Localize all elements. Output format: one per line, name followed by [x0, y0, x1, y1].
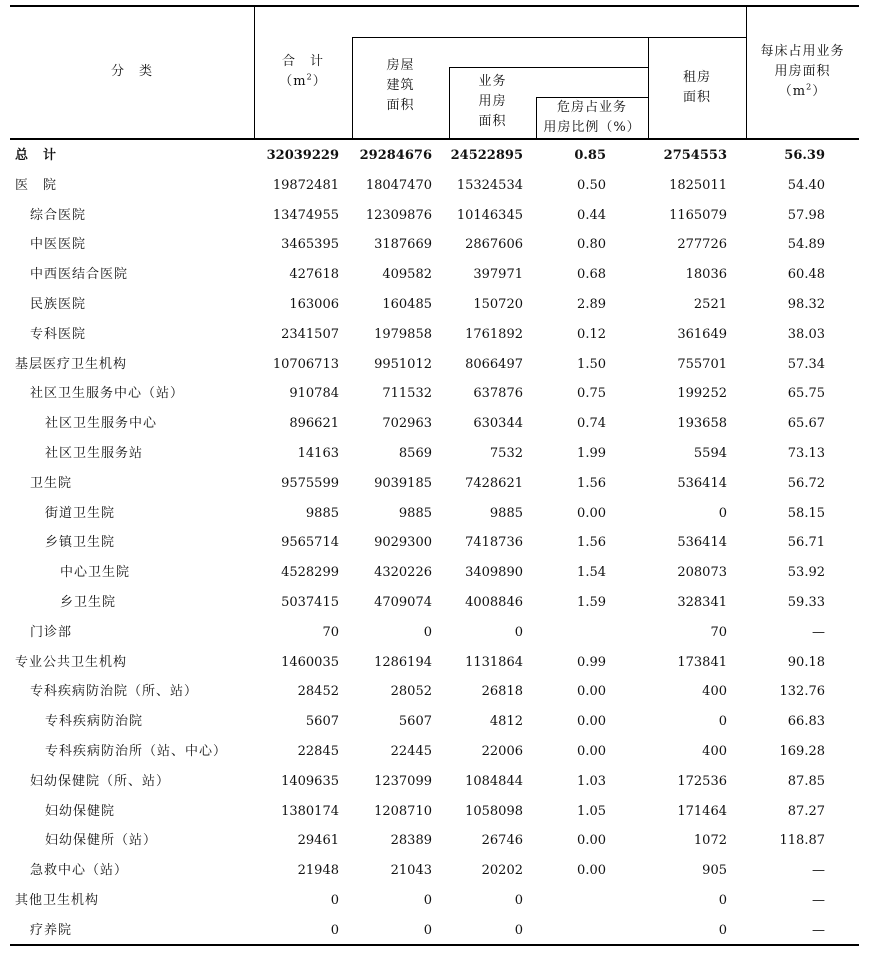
cell-total: 1460035	[281, 654, 339, 670]
row-category: 专科疾病防治院（所、站）	[30, 684, 199, 700]
cell-rent: 1165079	[669, 207, 727, 223]
cell-perbed: 58.15	[787, 505, 825, 521]
row-category: 中医医院	[30, 237, 87, 253]
cell-building: 1208710	[374, 803, 432, 819]
table-row	[10, 201, 859, 231]
cell-total: 28452	[297, 684, 339, 700]
cell-perbed: 56.72	[787, 475, 825, 491]
cell-business: 1084844	[465, 773, 523, 789]
table-row	[10, 171, 859, 201]
cell-perbed: 169.28	[779, 744, 825, 759]
cell-perbed: 65.75	[787, 386, 825, 402]
cell-building: 0	[423, 893, 432, 908]
cell-perbed: —	[812, 922, 825, 938]
cell-building: 1237099	[374, 773, 432, 789]
cell-danger: 1.59	[577, 595, 606, 610]
cell-rent: 0	[718, 505, 727, 521]
cell-business: 0	[514, 893, 523, 908]
cell-total: 29461	[297, 833, 339, 849]
cell-total: 5607	[305, 714, 339, 730]
cell-building: 18047470	[365, 177, 432, 193]
cell-perbed: 56.71	[787, 535, 825, 551]
cell-building: 9951012	[374, 356, 432, 372]
cell-perbed: 56.39	[784, 148, 825, 163]
cell-perbed: 57.98	[787, 207, 825, 223]
row-category: 总 计	[15, 148, 58, 163]
cell-business: 15324534	[456, 177, 523, 193]
row-category: 妇幼保健院	[45, 803, 116, 819]
cell-danger: 0.00	[577, 833, 606, 849]
cell-business: 22006	[481, 744, 523, 759]
row-category: 卫生院	[30, 475, 73, 491]
cell-building: 28389	[390, 833, 432, 849]
cell-building: 4709074	[374, 595, 432, 610]
table-row	[10, 290, 859, 320]
table-row	[10, 767, 859, 797]
table-row	[10, 707, 859, 737]
table-row	[10, 856, 859, 886]
table-row	[10, 826, 859, 856]
cell-danger: 0.00	[577, 714, 606, 730]
row-category: 疗养院	[30, 922, 73, 938]
cell-rent: 0	[718, 893, 727, 908]
cell-rent: 5594	[693, 446, 727, 461]
cell-business: 7532	[489, 446, 523, 461]
cell-danger: 1.56	[577, 475, 606, 491]
header-category-label: 分 类	[110, 64, 153, 79]
cell-danger: 0.00	[577, 863, 606, 879]
row-category: 门诊部	[30, 624, 73, 640]
cell-total: 163006	[289, 297, 339, 312]
table-row	[10, 916, 859, 946]
cell-danger: 1.56	[577, 535, 606, 551]
row-category: 基层医疗卫生机构	[15, 356, 128, 372]
cell-building: 409582	[382, 267, 432, 283]
cell-total: 9575599	[281, 475, 339, 491]
row-category: 社区卫生服务中心	[45, 416, 158, 432]
header-subrule	[449, 67, 648, 68]
cell-danger: 0.44	[577, 207, 606, 223]
cell-danger: 0.74	[577, 416, 606, 432]
cell-total: 9885	[305, 505, 339, 521]
cell-perbed: 90.18	[787, 654, 825, 670]
cell-total: 1380174	[281, 803, 339, 819]
row-category: 专科医院	[30, 326, 87, 342]
cell-rent: 208073	[677, 565, 727, 581]
cell-perbed: 38.03	[787, 326, 825, 342]
cell-rent: 172536	[677, 773, 727, 789]
cell-total: 21948	[297, 863, 339, 879]
cell-danger: 0.85	[574, 148, 606, 163]
cell-business: 8066497	[465, 356, 523, 372]
cell-business: 1761892	[465, 326, 523, 342]
cell-rent: 536414	[677, 535, 727, 551]
cell-perbed: 54.40	[787, 177, 825, 193]
row-category: 乡卫生院	[60, 595, 117, 610]
cell-building: 0	[423, 922, 432, 938]
cell-perbed: 98.32	[787, 297, 825, 312]
cell-danger: 1.50	[577, 356, 606, 372]
cell-business: 150720	[473, 297, 523, 312]
cell-total: 5037415	[281, 595, 339, 610]
row-category: 医 院	[15, 177, 58, 193]
cell-building: 22445	[390, 744, 432, 759]
header-per-bed: 每床占用业务 用房面积 $(m^2)$	[760, 44, 845, 99]
cell-business: 4812	[489, 714, 523, 730]
table-row	[10, 797, 859, 827]
table-row	[10, 350, 859, 380]
cell-building: 9029300	[374, 535, 432, 551]
cell-business: 26746	[481, 833, 523, 849]
row-category: 中心卫生院	[60, 565, 131, 581]
table-row	[10, 320, 859, 350]
table-row	[10, 230, 859, 260]
cell-perbed: —	[812, 624, 825, 640]
cell-building: 4320226	[374, 565, 432, 581]
row-category: 其他卫生机构	[15, 893, 100, 908]
header-total-unit: $(m^2)$	[279, 72, 327, 89]
cell-total: 9565714	[281, 535, 339, 551]
header-total-label: 合 计	[281, 54, 324, 69]
cell-building: 160485	[382, 297, 432, 312]
cell-perbed: —	[812, 893, 825, 908]
row-category: 专业公共卫生机构	[15, 654, 128, 670]
cell-danger: 0.80	[577, 237, 606, 253]
cell-danger: 0.50	[577, 177, 606, 193]
cell-danger: 0.12	[577, 326, 606, 342]
header-rent-area: 租房 面积	[682, 70, 711, 105]
cell-building: 0	[423, 624, 432, 640]
cell-building: 21043	[390, 863, 432, 879]
cell-perbed: 87.85	[787, 773, 825, 789]
row-category: 专科疾病防治院	[45, 714, 144, 730]
cell-rent: 0	[718, 922, 727, 938]
cell-total: 70	[322, 624, 339, 640]
cell-total: 0	[330, 893, 339, 908]
cell-total: 427618	[289, 267, 339, 283]
cell-rent: 328341	[677, 595, 727, 610]
cell-perbed: 132.76	[779, 684, 825, 700]
cell-business: 24522895	[450, 148, 523, 163]
cell-total: 910784	[289, 386, 339, 402]
cell-danger: 0.99	[577, 654, 606, 670]
cell-total: 19872481	[272, 177, 339, 193]
cell-rent: 70	[710, 624, 727, 640]
cell-business: 7428621	[465, 475, 523, 491]
table-row	[10, 469, 859, 499]
cell-rent: 400	[702, 744, 727, 759]
cell-business: 1058098	[465, 803, 523, 819]
cell-danger: 0.00	[577, 505, 606, 521]
table-row	[10, 588, 859, 618]
cell-building: 28052	[390, 684, 432, 700]
row-category: 综合医院	[30, 207, 87, 223]
cell-building: 8569	[398, 446, 432, 461]
cell-rent: 171464	[677, 803, 727, 819]
cell-perbed: 87.27	[787, 803, 825, 819]
cell-business: 3409890	[465, 565, 523, 581]
cell-business: 0	[514, 922, 523, 938]
cell-business: 637876	[473, 386, 523, 402]
cell-rent: 1072	[693, 833, 727, 849]
cell-total: 1409635	[281, 773, 339, 789]
cell-danger: 1.05	[577, 803, 606, 819]
row-category: 社区卫生服务中心（站）	[30, 386, 185, 402]
cell-total: 896621	[289, 416, 339, 432]
cell-total: 0	[330, 922, 339, 938]
cell-perbed: 73.13	[787, 446, 825, 461]
cell-rent: 18036	[685, 267, 727, 283]
row-category: 中西医结合医院	[30, 267, 129, 283]
cell-business: 9885	[489, 505, 523, 521]
cell-perbed: —	[812, 863, 825, 879]
cell-building: 3187669	[374, 237, 432, 253]
cell-perbed: 65.67	[787, 416, 825, 432]
cell-total: 2341507	[281, 326, 339, 342]
table-row	[10, 737, 859, 767]
table-row	[10, 499, 859, 529]
table-row	[10, 677, 859, 707]
header-danger-ratio: 危房占业务 用房比例（%）	[543, 100, 641, 135]
cell-building: 1286194	[374, 654, 432, 670]
table-row	[10, 409, 859, 439]
cell-rent: 193658	[677, 416, 727, 432]
table-row	[10, 439, 859, 469]
cell-business: 1131864	[465, 654, 523, 670]
table-row	[10, 260, 859, 290]
cell-rent: 400	[702, 684, 727, 700]
cell-rent: 2754553	[663, 148, 727, 163]
cell-building: 5607	[398, 714, 432, 730]
cell-danger: 0.68	[577, 267, 606, 283]
cell-business: 0	[514, 624, 523, 640]
cell-total: 4528299	[281, 565, 339, 581]
cell-danger: 1.03	[577, 773, 606, 789]
cell-danger: 0.00	[577, 684, 606, 700]
cell-perbed: 57.34	[787, 356, 825, 372]
cell-building: 29284676	[359, 148, 432, 163]
top-rule	[10, 5, 859, 7]
cell-business: 397971	[473, 267, 523, 283]
cell-business: 20202	[481, 863, 523, 879]
table-row	[10, 379, 859, 409]
table-row	[10, 648, 859, 678]
cell-building: 12309876	[365, 207, 432, 223]
cell-danger: 1.54	[577, 565, 606, 581]
header-bottom-rule	[10, 138, 859, 140]
cell-rent: 2521	[693, 297, 727, 312]
cell-rent: 361649	[677, 326, 727, 342]
cell-building: 702963	[382, 416, 432, 432]
cell-rent: 1825011	[669, 177, 727, 193]
cell-total: 32039229	[266, 148, 339, 163]
cell-danger: 2.89	[577, 297, 606, 312]
cell-rent: 0	[718, 714, 727, 730]
table-row	[10, 141, 859, 171]
cell-business: 2867606	[465, 237, 523, 253]
table-row	[10, 886, 859, 916]
row-category: 民族医院	[30, 297, 87, 312]
cell-danger: 0.00	[577, 744, 606, 759]
cell-perbed: 60.48	[787, 267, 825, 283]
header-category	[10, 62, 254, 82]
row-category: 街道卫生院	[45, 505, 116, 521]
cell-total: 22845	[297, 744, 339, 759]
table-row	[10, 558, 859, 588]
cell-perbed: 59.33	[787, 595, 825, 610]
header-business-area: 业务 用房 面积	[478, 74, 507, 129]
cell-rent: 536414	[677, 475, 727, 491]
cell-building: 9885	[398, 505, 432, 521]
cell-business: 4008846	[465, 595, 523, 610]
cell-total: 3465395	[281, 237, 339, 253]
cell-business: 630344	[473, 416, 523, 432]
cell-building: 711532	[382, 386, 432, 402]
cell-rent: 173841	[677, 654, 727, 670]
row-category: 社区卫生服务站	[45, 446, 144, 461]
cell-rent: 199252	[677, 386, 727, 402]
table-row	[10, 618, 859, 648]
row-category: 专科疾病防治所（站、中心）	[45, 744, 228, 759]
cell-total: 10706713	[272, 356, 339, 372]
cell-business: 26818	[481, 684, 523, 700]
cell-rent: 277726	[677, 237, 727, 253]
table-row	[10, 528, 859, 558]
cell-building: 1979858	[374, 326, 432, 342]
cell-building: 9039185	[374, 475, 432, 491]
cell-total: 14163	[297, 446, 339, 461]
header-building-area: 房屋 建筑 面积	[386, 58, 415, 113]
cell-rent: 755701	[677, 356, 727, 372]
cell-business: 7418736	[465, 535, 523, 551]
cell-perbed: 66.83	[787, 714, 825, 730]
cell-perbed: 54.89	[787, 237, 825, 253]
cell-danger: 0.75	[577, 386, 606, 402]
header-subrule	[352, 37, 746, 38]
row-category: 乡镇卫生院	[45, 535, 116, 551]
cell-perbed: 53.92	[787, 565, 825, 581]
row-category: 妇幼保健院（所、站）	[30, 773, 171, 789]
cell-perbed: 118.87	[779, 833, 825, 849]
row-category: 妇幼保健所（站）	[45, 833, 158, 849]
cell-total: 13474955	[272, 207, 339, 223]
cell-rent: 905	[702, 863, 727, 879]
cell-business: 10146345	[456, 207, 523, 223]
row-category: 急救中心（站）	[30, 863, 129, 879]
header-total	[254, 52, 352, 92]
cell-danger: 1.99	[577, 446, 606, 461]
